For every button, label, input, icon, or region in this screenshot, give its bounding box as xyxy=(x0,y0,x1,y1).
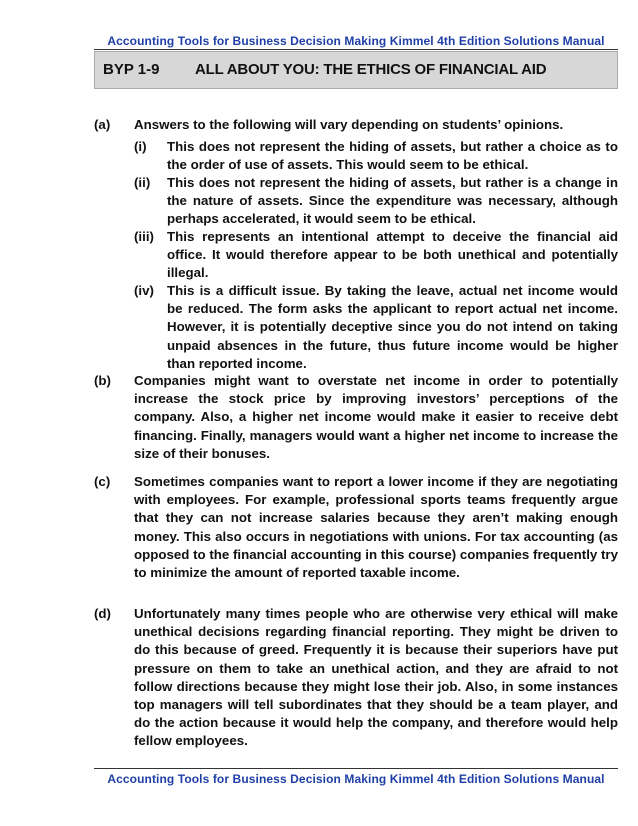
section-c-label: (c) xyxy=(94,474,111,489)
section-d-text: Unfortunately many times people who are otherwise very ethical will make unethical decisions regarding financial reporting. They might be driven to do this because of greed. Frequently it is because their superiors have put pressure on them to take an unethical action, and they are afraid to not follow directions because they might lose their job. Also, in some instances top managers will tell subordinates that they should be a team player, and do the action because it would help the company, and therefore would help fellow employees. xyxy=(134,606,618,749)
item-i-text: This does not represent the hiding of assets, but rather a choice as to the order of use of assets. This would seem to be ethical. xyxy=(167,139,618,173)
item-ii-label: (ii) xyxy=(134,175,151,190)
problem-title-box xyxy=(94,51,618,89)
section-a-label: (a) xyxy=(94,117,111,132)
item-iii-label: (iii) xyxy=(134,229,154,244)
running-footer: Accounting Tools for Business Decision Making Kimmel 4th Edition Solutions Manual xyxy=(107,772,605,786)
problem-title: ALL ABOUT YOU: THE ETHICS OF FINANCIAL AID xyxy=(195,61,547,78)
item-iii-text: This represents an intentional attempt to deceive the financial aid office. It would therefore appear to be both unethical and potentially illegal. xyxy=(167,229,618,281)
item-i-label: (i) xyxy=(134,139,147,154)
item-iv-label: (iv) xyxy=(134,283,154,298)
problem-code: BYP 1-9 xyxy=(103,61,160,78)
item-ii-text: This does not represent the hiding of assets, but rather is a change in the nature of assets. Since the expenditure was necessary, although perhaps accelerated, it would seem to be ethical. xyxy=(167,175,618,227)
section-a-intro: Answers to the following will vary depending on students’ opinions. xyxy=(134,117,564,132)
section-d-label: (d) xyxy=(94,606,111,621)
section-c-text: Sometimes companies want to report a lower income if they are negotiating with employees. For example, professional sports teams frequently argue that they can not increase salaries because they aren’t making enough money. This also occurs in negotiations with unions. For tax accounting (as opposed to the financial accounting in this course) companies frequently try to minimize the amount of reported taxable income. xyxy=(134,474,618,581)
section-b-text: Companies might want to overstate net income in order to potentially increase the stock price by improving investors’ perceptions of the company. Also, a higher net income would make it easier to receive debt financing. Finally, managers would want a higher net income to increase the size of their bonuses. xyxy=(134,373,618,461)
section-b-label: (b) xyxy=(94,373,111,388)
footer-rule xyxy=(94,768,618,769)
header-rule xyxy=(94,49,618,50)
running-header: Accounting Tools for Business Decision Making Kimmel 4th Edition Solutions Manual xyxy=(107,34,605,48)
item-iv-text: This is a difficult issue. By taking the leave, actual net income would be reduced. The form asks the applicant to report actual net income. However, it is potentially deceptive since you do not intend on taking unpaid absences in the future, thus future income would be higher than reported income. xyxy=(167,283,618,371)
